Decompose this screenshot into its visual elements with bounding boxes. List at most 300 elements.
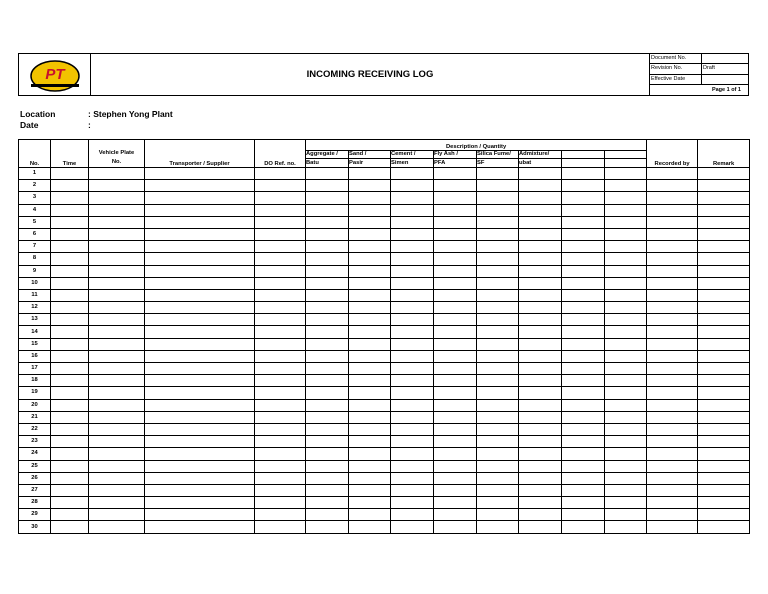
log-cell[interactable] (519, 338, 562, 350)
log-cell[interactable] (255, 448, 306, 460)
log-cell[interactable] (605, 350, 647, 362)
log-cell[interactable] (255, 423, 306, 435)
log-cell[interactable] (698, 484, 750, 496)
log-cell[interactable] (145, 228, 255, 240)
log-cell[interactable] (477, 204, 519, 216)
log-cell[interactable] (89, 448, 145, 460)
log-cell[interactable] (349, 314, 391, 326)
log-cell[interactable] (145, 302, 255, 314)
log-cell[interactable] (605, 448, 647, 460)
log-cell[interactable] (145, 265, 255, 277)
log-cell[interactable] (391, 192, 434, 204)
log-cell[interactable] (519, 423, 562, 435)
log-cell[interactable] (562, 277, 605, 289)
log-cell[interactable] (562, 216, 605, 228)
log-cell[interactable] (434, 216, 477, 228)
log-cell[interactable] (51, 484, 89, 496)
log-cell[interactable] (605, 253, 647, 265)
log-cell[interactable] (647, 228, 698, 240)
log-cell[interactable] (647, 423, 698, 435)
log-cell[interactable] (477, 472, 519, 484)
log-cell[interactable] (605, 216, 647, 228)
log-cell[interactable] (391, 509, 434, 521)
log-cell[interactable] (391, 497, 434, 509)
log-cell[interactable] (434, 399, 477, 411)
log-cell[interactable] (698, 241, 750, 253)
log-cell[interactable] (145, 216, 255, 228)
log-cell[interactable] (562, 399, 605, 411)
log-cell[interactable] (698, 216, 750, 228)
log-cell[interactable] (145, 448, 255, 460)
log-cell[interactable] (391, 484, 434, 496)
log-cell[interactable] (255, 241, 306, 253)
log-cell[interactable] (519, 375, 562, 387)
log-cell[interactable] (89, 216, 145, 228)
log-cell[interactable] (255, 302, 306, 314)
log-cell[interactable] (477, 423, 519, 435)
log-cell[interactable] (647, 192, 698, 204)
log-cell[interactable] (477, 363, 519, 375)
log-cell[interactable] (562, 326, 605, 338)
log-cell[interactable] (89, 411, 145, 423)
log-cell[interactable] (306, 375, 349, 387)
log-cell[interactable] (145, 180, 255, 192)
log-cell[interactable] (89, 228, 145, 240)
log-cell[interactable] (145, 253, 255, 265)
log-cell[interactable] (306, 387, 349, 399)
log-cell[interactable] (477, 192, 519, 204)
log-cell[interactable] (349, 302, 391, 314)
log-cell[interactable] (391, 387, 434, 399)
log-cell[interactable] (391, 253, 434, 265)
log-cell[interactable] (605, 509, 647, 521)
log-cell[interactable] (698, 338, 750, 350)
log-cell[interactable] (349, 375, 391, 387)
log-cell[interactable] (255, 460, 306, 472)
log-cell[interactable] (255, 314, 306, 326)
log-cell[interactable] (698, 375, 750, 387)
log-cell[interactable] (349, 460, 391, 472)
log-cell[interactable] (647, 168, 698, 180)
log-cell[interactable] (145, 387, 255, 399)
log-cell[interactable] (605, 326, 647, 338)
log-cell[interactable] (562, 375, 605, 387)
log-cell[interactable] (255, 375, 306, 387)
log-cell[interactable] (698, 289, 750, 301)
log-cell[interactable] (306, 411, 349, 423)
log-cell[interactable] (51, 180, 89, 192)
log-cell[interactable] (605, 228, 647, 240)
log-cell[interactable] (519, 521, 562, 533)
log-cell[interactable] (391, 168, 434, 180)
log-cell[interactable] (145, 241, 255, 253)
log-cell[interactable] (647, 472, 698, 484)
log-cell[interactable] (349, 216, 391, 228)
log-cell[interactable] (89, 192, 145, 204)
log-cell[interactable] (255, 228, 306, 240)
log-cell[interactable] (255, 350, 306, 362)
log-cell[interactable] (698, 326, 750, 338)
log-cell[interactable] (255, 436, 306, 448)
log-cell[interactable] (477, 265, 519, 277)
log-cell[interactable] (89, 521, 145, 533)
log-cell[interactable] (89, 204, 145, 216)
log-cell[interactable] (605, 363, 647, 375)
log-cell[interactable] (51, 509, 89, 521)
log-cell[interactable] (349, 338, 391, 350)
log-cell[interactable] (255, 497, 306, 509)
log-cell[interactable] (477, 289, 519, 301)
log-cell[interactable] (306, 326, 349, 338)
log-cell[interactable] (349, 350, 391, 362)
log-cell[interactable] (255, 399, 306, 411)
log-cell[interactable] (605, 387, 647, 399)
log-cell[interactable] (605, 411, 647, 423)
log-cell[interactable] (51, 436, 89, 448)
log-cell[interactable] (647, 509, 698, 521)
log-cell[interactable] (349, 521, 391, 533)
log-cell[interactable] (89, 350, 145, 362)
log-cell[interactable] (698, 497, 750, 509)
log-cell[interactable] (647, 253, 698, 265)
log-cell[interactable] (477, 521, 519, 533)
log-cell[interactable] (89, 338, 145, 350)
log-cell[interactable] (51, 399, 89, 411)
log-cell[interactable] (647, 180, 698, 192)
log-cell[interactable] (306, 497, 349, 509)
log-cell[interactable] (434, 423, 477, 435)
log-cell[interactable] (349, 399, 391, 411)
log-cell[interactable] (647, 289, 698, 301)
log-cell[interactable] (391, 277, 434, 289)
log-cell[interactable] (349, 204, 391, 216)
log-cell[interactable] (519, 265, 562, 277)
log-cell[interactable] (698, 509, 750, 521)
log-cell[interactable] (51, 228, 89, 240)
log-cell[interactable] (391, 375, 434, 387)
log-cell[interactable] (145, 411, 255, 423)
log-cell[interactable] (605, 204, 647, 216)
log-cell[interactable] (562, 302, 605, 314)
log-cell[interactable] (89, 289, 145, 301)
log-cell[interactable] (306, 472, 349, 484)
log-cell[interactable] (145, 277, 255, 289)
log-cell[interactable] (562, 265, 605, 277)
log-cell[interactable] (51, 521, 89, 533)
log-cell[interactable] (434, 228, 477, 240)
log-cell[interactable] (477, 277, 519, 289)
log-cell[interactable] (349, 423, 391, 435)
log-cell[interactable] (51, 192, 89, 204)
log-cell[interactable] (519, 277, 562, 289)
log-cell[interactable] (477, 448, 519, 460)
log-cell[interactable] (605, 460, 647, 472)
log-cell[interactable] (306, 350, 349, 362)
log-cell[interactable] (306, 314, 349, 326)
log-cell[interactable] (647, 314, 698, 326)
log-cell[interactable] (562, 204, 605, 216)
log-cell[interactable] (605, 521, 647, 533)
log-cell[interactable] (434, 326, 477, 338)
log-cell[interactable] (605, 289, 647, 301)
log-cell[interactable] (519, 180, 562, 192)
log-cell[interactable] (349, 265, 391, 277)
log-cell[interactable] (255, 472, 306, 484)
log-cell[interactable] (698, 228, 750, 240)
log-cell[interactable] (698, 472, 750, 484)
log-cell[interactable] (349, 497, 391, 509)
log-cell[interactable] (605, 192, 647, 204)
log-cell[interactable] (477, 241, 519, 253)
log-cell[interactable] (306, 484, 349, 496)
log-cell[interactable] (605, 314, 647, 326)
log-cell[interactable] (145, 168, 255, 180)
log-cell[interactable] (434, 265, 477, 277)
log-cell[interactable] (519, 228, 562, 240)
log-cell[interactable] (145, 460, 255, 472)
log-cell[interactable] (391, 436, 434, 448)
log-cell[interactable] (51, 253, 89, 265)
log-cell[interactable] (89, 399, 145, 411)
log-cell[interactable] (605, 168, 647, 180)
log-cell[interactable] (519, 472, 562, 484)
log-cell[interactable] (519, 436, 562, 448)
log-cell[interactable] (698, 423, 750, 435)
log-cell[interactable] (145, 472, 255, 484)
log-cell[interactable] (698, 314, 750, 326)
log-cell[interactable] (562, 436, 605, 448)
log-cell[interactable] (519, 484, 562, 496)
log-cell[interactable] (391, 423, 434, 435)
log-cell[interactable] (647, 399, 698, 411)
log-cell[interactable] (698, 363, 750, 375)
log-cell[interactable] (89, 265, 145, 277)
log-cell[interactable] (605, 277, 647, 289)
log-cell[interactable] (306, 192, 349, 204)
log-cell[interactable] (51, 363, 89, 375)
log-cell[interactable] (306, 241, 349, 253)
log-cell[interactable] (51, 204, 89, 216)
log-cell[interactable] (51, 423, 89, 435)
log-cell[interactable] (519, 314, 562, 326)
log-cell[interactable] (562, 509, 605, 521)
log-cell[interactable] (434, 168, 477, 180)
log-cell[interactable] (51, 460, 89, 472)
log-cell[interactable] (519, 302, 562, 314)
log-cell[interactable] (562, 484, 605, 496)
log-cell[interactable] (698, 399, 750, 411)
log-cell[interactable] (562, 253, 605, 265)
log-cell[interactable] (306, 460, 349, 472)
log-cell[interactable] (647, 375, 698, 387)
log-cell[interactable] (477, 411, 519, 423)
log-cell[interactable] (698, 180, 750, 192)
log-cell[interactable] (391, 265, 434, 277)
log-cell[interactable] (434, 314, 477, 326)
log-cell[interactable] (51, 168, 89, 180)
log-cell[interactable] (647, 216, 698, 228)
log-cell[interactable] (647, 387, 698, 399)
log-cell[interactable] (255, 289, 306, 301)
log-cell[interactable] (349, 289, 391, 301)
log-cell[interactable] (349, 411, 391, 423)
log-cell[interactable] (562, 338, 605, 350)
log-cell[interactable] (605, 180, 647, 192)
log-cell[interactable] (349, 436, 391, 448)
log-cell[interactable] (145, 484, 255, 496)
log-cell[interactable] (477, 314, 519, 326)
log-cell[interactable] (391, 326, 434, 338)
log-cell[interactable] (605, 375, 647, 387)
log-cell[interactable] (477, 253, 519, 265)
log-cell[interactable] (306, 448, 349, 460)
log-cell[interactable] (89, 277, 145, 289)
log-cell[interactable] (519, 168, 562, 180)
log-cell[interactable] (145, 289, 255, 301)
log-cell[interactable] (255, 204, 306, 216)
log-cell[interactable] (519, 411, 562, 423)
log-cell[interactable] (434, 509, 477, 521)
log-cell[interactable] (89, 363, 145, 375)
log-cell[interactable] (349, 326, 391, 338)
log-cell[interactable] (51, 289, 89, 301)
log-cell[interactable] (647, 363, 698, 375)
log-cell[interactable] (306, 168, 349, 180)
log-cell[interactable] (647, 350, 698, 362)
log-cell[interactable] (434, 180, 477, 192)
log-cell[interactable] (434, 472, 477, 484)
log-cell[interactable] (145, 436, 255, 448)
log-cell[interactable] (391, 204, 434, 216)
log-cell[interactable] (306, 363, 349, 375)
log-cell[interactable] (698, 350, 750, 362)
log-cell[interactable] (519, 387, 562, 399)
log-cell[interactable] (349, 241, 391, 253)
log-cell[interactable] (89, 460, 145, 472)
log-cell[interactable] (434, 411, 477, 423)
log-cell[interactable] (477, 326, 519, 338)
log-cell[interactable] (519, 192, 562, 204)
log-cell[interactable] (562, 350, 605, 362)
log-cell[interactable] (306, 228, 349, 240)
log-cell[interactable] (89, 314, 145, 326)
log-cell[interactable] (519, 204, 562, 216)
log-cell[interactable] (255, 168, 306, 180)
log-cell[interactable] (698, 387, 750, 399)
log-cell[interactable] (562, 192, 605, 204)
log-cell[interactable] (477, 387, 519, 399)
log-cell[interactable] (51, 216, 89, 228)
log-cell[interactable] (519, 289, 562, 301)
log-cell[interactable] (391, 228, 434, 240)
log-cell[interactable] (306, 338, 349, 350)
log-cell[interactable] (519, 497, 562, 509)
log-cell[interactable] (306, 277, 349, 289)
log-cell[interactable] (434, 338, 477, 350)
log-cell[interactable] (89, 180, 145, 192)
log-cell[interactable] (145, 375, 255, 387)
log-cell[interactable] (519, 509, 562, 521)
log-cell[interactable] (255, 363, 306, 375)
log-cell[interactable] (89, 484, 145, 496)
log-cell[interactable] (477, 484, 519, 496)
log-cell[interactable] (349, 448, 391, 460)
log-cell[interactable] (391, 472, 434, 484)
log-cell[interactable] (477, 436, 519, 448)
log-cell[interactable] (434, 350, 477, 362)
log-cell[interactable] (391, 216, 434, 228)
log-cell[interactable] (519, 399, 562, 411)
log-cell[interactable] (391, 180, 434, 192)
log-cell[interactable] (349, 472, 391, 484)
log-cell[interactable] (349, 277, 391, 289)
log-cell[interactable] (255, 180, 306, 192)
log-cell[interactable] (349, 363, 391, 375)
log-cell[interactable] (647, 411, 698, 423)
log-cell[interactable] (89, 509, 145, 521)
log-cell[interactable] (562, 472, 605, 484)
log-cell[interactable] (605, 399, 647, 411)
log-cell[interactable] (255, 521, 306, 533)
log-cell[interactable] (89, 302, 145, 314)
log-cell[interactable] (391, 289, 434, 301)
log-cell[interactable] (255, 265, 306, 277)
log-cell[interactable] (145, 497, 255, 509)
log-cell[interactable] (477, 228, 519, 240)
log-cell[interactable] (51, 448, 89, 460)
log-cell[interactable] (647, 497, 698, 509)
log-cell[interactable] (698, 253, 750, 265)
log-cell[interactable] (562, 411, 605, 423)
log-cell[interactable] (145, 423, 255, 435)
log-cell[interactable] (519, 460, 562, 472)
log-cell[interactable] (477, 375, 519, 387)
log-cell[interactable] (477, 216, 519, 228)
log-cell[interactable] (477, 509, 519, 521)
log-cell[interactable] (349, 180, 391, 192)
log-cell[interactable] (145, 350, 255, 362)
log-cell[interactable] (477, 302, 519, 314)
log-cell[interactable] (605, 241, 647, 253)
log-cell[interactable] (477, 168, 519, 180)
log-cell[interactable] (434, 204, 477, 216)
log-cell[interactable] (51, 314, 89, 326)
log-cell[interactable] (51, 350, 89, 362)
log-cell[interactable] (698, 204, 750, 216)
log-cell[interactable] (51, 472, 89, 484)
log-cell[interactable] (89, 326, 145, 338)
log-cell[interactable] (89, 241, 145, 253)
log-cell[interactable] (434, 497, 477, 509)
log-cell[interactable] (562, 460, 605, 472)
log-cell[interactable] (698, 460, 750, 472)
log-cell[interactable] (349, 168, 391, 180)
log-cell[interactable] (51, 265, 89, 277)
log-cell[interactable] (391, 314, 434, 326)
log-cell[interactable] (647, 338, 698, 350)
log-cell[interactable] (477, 350, 519, 362)
log-cell[interactable] (647, 326, 698, 338)
log-cell[interactable] (145, 204, 255, 216)
log-cell[interactable] (306, 436, 349, 448)
log-cell[interactable] (605, 423, 647, 435)
log-cell[interactable] (255, 509, 306, 521)
log-cell[interactable] (391, 350, 434, 362)
log-cell[interactable] (698, 168, 750, 180)
log-cell[interactable] (145, 399, 255, 411)
log-cell[interactable] (698, 521, 750, 533)
log-cell[interactable] (145, 521, 255, 533)
